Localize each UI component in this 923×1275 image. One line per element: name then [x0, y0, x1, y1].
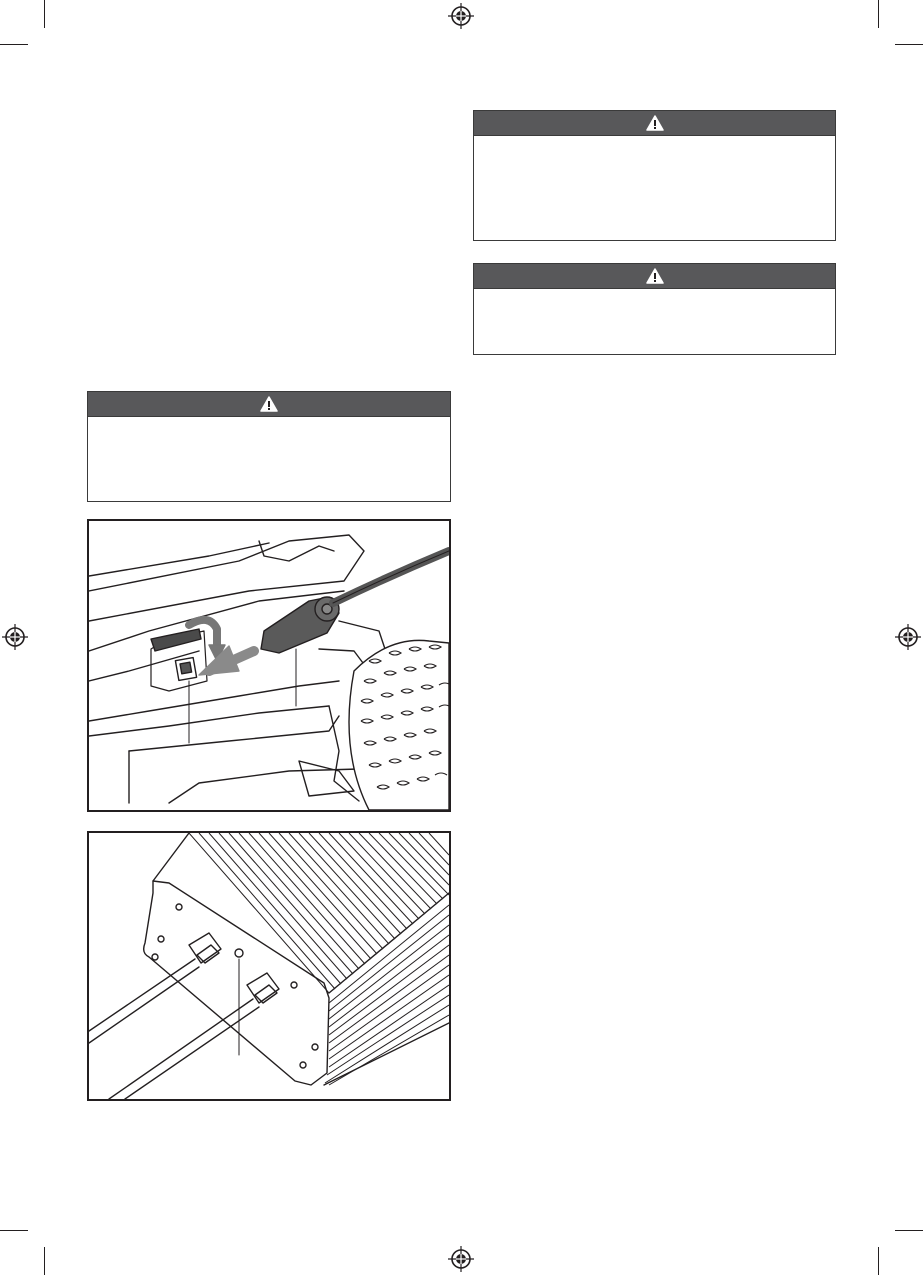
warning-box [473, 110, 836, 241]
registration-mark-icon [448, 1246, 474, 1272]
warning-header [474, 111, 835, 136]
crop-mark-top-right-v [878, 0, 879, 28]
warning-box [87, 391, 451, 502]
crop-mark-bottom-left-h [0, 1230, 28, 1231]
warning-header [474, 264, 835, 289]
registration-mark-icon [448, 3, 474, 29]
illustration-charger-unit [89, 833, 449, 1099]
figure-charger-plug [87, 519, 451, 812]
crop-mark-top-left-v [44, 0, 45, 28]
illustration-charging-port [89, 521, 449, 810]
crop-mark-bottom-left-v [44, 1247, 45, 1275]
warning-box [473, 263, 836, 355]
warning-header [88, 392, 450, 417]
crop-mark-top-right-h [895, 44, 923, 45]
registration-mark-icon [895, 624, 921, 650]
registration-mark-icon [2, 624, 28, 650]
warning-triangle-icon [646, 115, 664, 131]
crop-mark-bottom-right-v [878, 1247, 879, 1275]
crop-mark-top-left-h [0, 44, 28, 45]
crop-mark-bottom-right-h [895, 1230, 923, 1231]
warning-triangle-icon [260, 396, 278, 412]
warning-triangle-icon [646, 268, 664, 284]
figure-charger-unit [87, 831, 451, 1101]
